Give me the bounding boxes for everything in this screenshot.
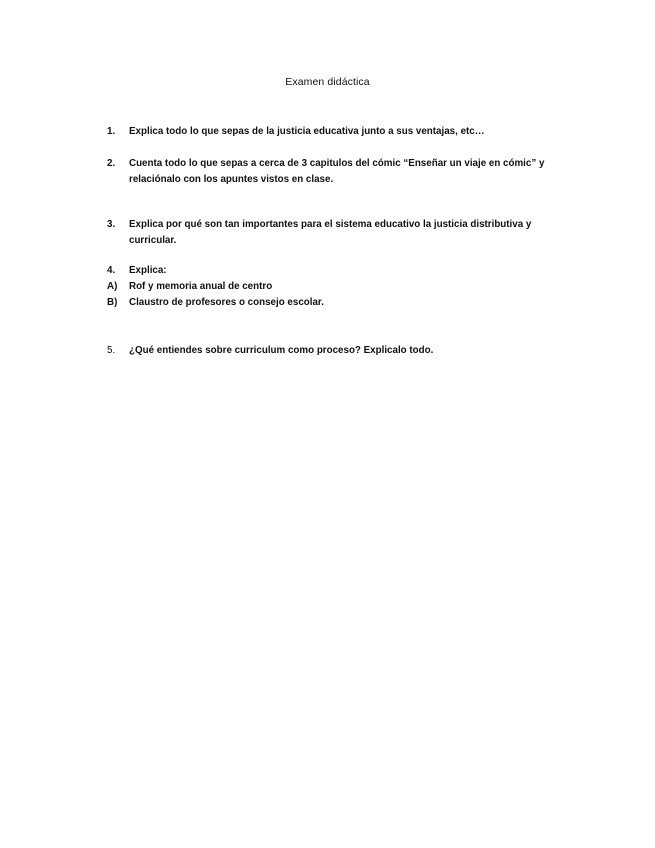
question-text: Explica: bbox=[129, 265, 167, 276]
question-5 bbox=[107, 343, 572, 359]
question-number: 4. bbox=[107, 265, 116, 276]
question-text: Cuenta todo lo que sepas a cerca de 3 capitulos del cómic “Enseñar un viaje en cómic” y relaciónalo con los apuntes vistos en clase. bbox=[129, 158, 545, 185]
sub-item-a bbox=[107, 279, 572, 295]
question-2 bbox=[107, 156, 572, 188]
question-text: Explica por qué son tan importantes para el sistema educativo la justicia distributiva y curricular. bbox=[129, 219, 532, 246]
question-4 bbox=[107, 263, 572, 279]
document-title: Examen didáctica bbox=[285, 76, 370, 88]
sub-item-text: Rof y memoria anual de centro bbox=[129, 281, 273, 292]
question-number: 3. bbox=[107, 219, 116, 230]
question-3 bbox=[107, 217, 572, 249]
question-number: 5. bbox=[107, 345, 116, 356]
question-text: ¿Qué entiendes sobre curriculum como proceso? Explicalo todo. bbox=[129, 345, 434, 356]
question-number: 1. bbox=[107, 126, 116, 137]
sub-item-letter: B) bbox=[107, 297, 118, 308]
question-text: Explica todo lo que sepas de la justicia educativa junto a sus ventajas, etc… bbox=[129, 126, 485, 137]
question-number: 2. bbox=[107, 158, 116, 169]
sub-item-letter: A) bbox=[107, 281, 118, 292]
question-1 bbox=[107, 124, 572, 140]
sub-item-text: Claustro de profesores o consejo escolar. bbox=[129, 297, 324, 308]
sub-item-b bbox=[107, 295, 572, 311]
